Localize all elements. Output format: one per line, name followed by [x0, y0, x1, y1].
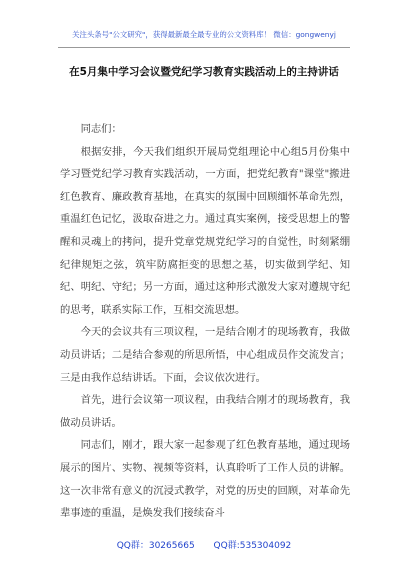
footer-note [0, 538, 408, 551]
salutation: 同志们： [80, 123, 122, 135]
footer-qq-group-2: QQ群:535304092 [213, 541, 292, 551]
document-title: 在5月集中学习会议暨党纪学习教育实践活动上的主持讲话 [69, 66, 339, 78]
body-paragraph: 根据安排，今天我们组织开展局党组理论中心组5月份集中学习暨党纪学习教育实践活动，一方面，把党纪教育"课堂"搬进红色教育、廉政教育基地，在真实的氛围中回顾缅怀革命先烈，重温红色记忆，汲取奋进之力。通过真实案例，接受思想上的警醒和灵魂上的拷问，提升党章党规党纪学习的自觉性，时刻紧绷纪律规矩之弦，筑牢防腐拒变的思想之基，切实做到学纪、知纪、明纪、守纪；另一方面，通过这种形式激发大家对遵规守纪的思考，联系实际工作，互相交流思想。 [60, 145, 350, 316]
header-divider [58, 47, 350, 48]
body-paragraph: 首先，进行会议第一项议程，由我结合刚才的现场教育，我做动员讲话。 [60, 394, 350, 429]
body-paragraph: 今天的会议共有三项议程，一是结合刚才的现场教育，我做动员讲话；二是结合参观的所思所悟，中心组成员作交流发言；三是由我作总结讲话。下面，会议依次进行。 [60, 326, 350, 384]
body-paragraph: 同志们，刚才，跟大家一起参观了红色教育基地，通过现场展示的图片、实物、视频等资料，认真聆听了工作人员的讲解。这一次非常有意义的沉浸式教学，对党的历史的回顾，对革命先辈事迹的重温，是焕发我们接续奋斗 [60, 439, 350, 520]
document-body [60, 118, 350, 525]
footer-qq-group-1: QQ群：30265665 [116, 541, 195, 551]
header-note: 关注头条号"公文研究"，获得最新最全最专业的公文资料库！ 微信：gongwenyj [72, 30, 336, 39]
